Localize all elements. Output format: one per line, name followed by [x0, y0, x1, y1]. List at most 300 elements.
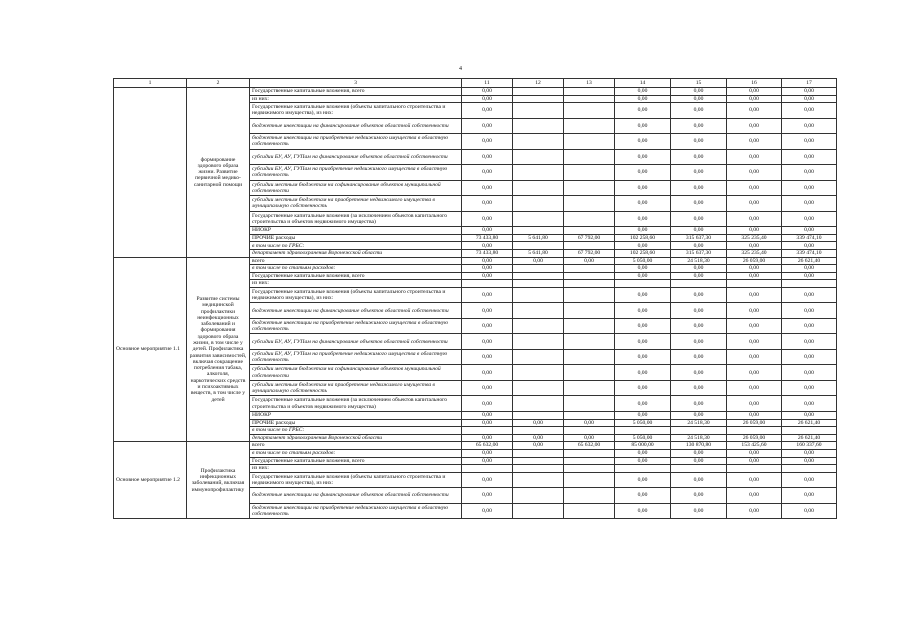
value-cell: 0,00 — [462, 457, 513, 465]
header-row — [114, 79, 837, 88]
expense-item-cell: из них: — [250, 465, 462, 473]
value-cell: 73 433,80 — [462, 249, 513, 257]
value-cell: 0,00 — [671, 165, 727, 181]
value-cell: 0,00 — [782, 165, 837, 181]
value-cell: 0,00 — [615, 449, 671, 457]
value-cell: 67 792,00 — [564, 234, 615, 242]
value-cell: 0,00 — [671, 488, 727, 504]
value-cell: 0,00 — [462, 149, 513, 165]
value-cell — [513, 334, 564, 350]
value-cell — [564, 280, 615, 288]
value-cell: 0,00 — [615, 380, 671, 396]
value-cell — [513, 118, 564, 134]
value-cell — [513, 303, 564, 319]
value-cell: 0,00 — [671, 472, 727, 488]
column-header: 12 — [513, 79, 564, 88]
value-cell: 0,00 — [782, 488, 837, 504]
column-header: 16 — [727, 79, 782, 88]
table-row — [114, 442, 837, 450]
value-cell: 0,00 — [671, 303, 727, 319]
value-cell — [513, 211, 564, 227]
value-cell: 67 792,00 — [564, 249, 615, 257]
value-cell: 5 050,00 — [615, 419, 671, 427]
value-cell: 0,00 — [564, 434, 615, 442]
value-cell: 0,00 — [782, 396, 837, 412]
value-cell — [564, 334, 615, 350]
value-cell: 0,00 — [727, 472, 782, 488]
value-cell — [564, 165, 615, 181]
value-cell: 0,00 — [727, 365, 782, 381]
value-cell — [564, 287, 615, 303]
value-cell: 0,00 — [727, 396, 782, 412]
expense-item-cell: ПРОЧИЕ расходы — [250, 419, 462, 427]
value-cell: 0,00 — [782, 149, 837, 165]
value-cell: 26 621,40 — [782, 419, 837, 427]
value-cell — [513, 457, 564, 465]
value-cell: 5 641,80 — [513, 234, 564, 242]
expense-item-cell: Государственные капитальные вложения, всего — [250, 272, 462, 280]
value-cell — [782, 280, 837, 288]
value-cell: 65 632,00 — [564, 442, 615, 450]
value-cell — [564, 242, 615, 250]
value-cell: 0,00 — [462, 103, 513, 119]
value-cell: 0,00 — [462, 211, 513, 227]
value-cell: 0,00 — [727, 165, 782, 181]
value-cell: 0,00 — [462, 227, 513, 235]
table-row — [114, 88, 837, 96]
value-cell — [671, 427, 727, 435]
value-cell — [727, 427, 782, 435]
value-cell: 0,00 — [727, 287, 782, 303]
value-cell: 0,00 — [671, 118, 727, 134]
value-cell: 0,00 — [615, 457, 671, 465]
value-cell: 0,00 — [782, 242, 837, 250]
expense-item-cell: Государственные капитальные вложения (объекты капитального строительства и недвижимого имущества), из них: — [250, 287, 462, 303]
value-cell: 0,00 — [513, 442, 564, 450]
expense-item-cell: НИОКР — [250, 227, 462, 235]
value-cell: 0,00 — [462, 257, 513, 265]
value-cell: 26 059,00 — [727, 257, 782, 265]
value-cell: 0,00 — [671, 365, 727, 381]
value-cell: 0,00 — [615, 472, 671, 488]
value-cell — [615, 280, 671, 288]
value-cell: 0,00 — [615, 149, 671, 165]
value-cell: 0,00 — [671, 318, 727, 334]
value-cell: 0,00 — [615, 118, 671, 134]
expense-item-cell: бюджетные инвестиции на финансирование объектов областной собственности — [250, 488, 462, 504]
value-cell: 73 433,80 — [462, 234, 513, 242]
value-cell — [564, 103, 615, 119]
value-cell: 0,00 — [671, 88, 727, 96]
value-cell — [564, 318, 615, 334]
value-cell: 26 059,00 — [727, 419, 782, 427]
value-cell: 102 258,60 — [615, 234, 671, 242]
value-cell — [513, 396, 564, 412]
value-cell: 0,00 — [462, 488, 513, 504]
value-cell — [564, 396, 615, 412]
value-cell: 0,00 — [727, 488, 782, 504]
value-cell — [727, 465, 782, 473]
measure-cell: Основное мероприятие 1.2 — [114, 442, 187, 519]
value-cell: 0,00 — [782, 95, 837, 103]
value-cell: 0,00 — [615, 165, 671, 181]
value-cell: 0,00 — [615, 303, 671, 319]
value-cell: 0,00 — [615, 272, 671, 280]
value-cell — [513, 488, 564, 504]
expense-item-cell: всего — [250, 257, 462, 265]
value-cell: 0,00 — [782, 118, 837, 134]
value-cell: 0,00 — [615, 411, 671, 419]
column-header: 3 — [250, 79, 462, 88]
value-cell: 0,00 — [727, 118, 782, 134]
value-cell — [564, 134, 615, 150]
value-cell: 26 059,00 — [727, 434, 782, 442]
value-cell: 0,00 — [782, 365, 837, 381]
value-cell: 0,00 — [615, 211, 671, 227]
value-cell: 0,00 — [564, 257, 615, 265]
value-cell: 0,00 — [462, 449, 513, 457]
value-cell: 0,00 — [782, 211, 837, 227]
value-cell: 5 641,80 — [513, 249, 564, 257]
expense-item-cell: бюджетные инвестиции на приобретение недвижимого имущества в областную собственность — [250, 503, 462, 519]
value-cell: 0,00 — [671, 411, 727, 419]
value-cell: 0,00 — [615, 503, 671, 519]
value-cell: 0,00 — [462, 242, 513, 250]
value-cell — [513, 103, 564, 119]
value-cell: 0,00 — [782, 503, 837, 519]
value-cell: 0,00 — [615, 103, 671, 119]
expense-item-cell: субсидии БУ, АУ, ГУПам на приобретение недвижимого имущества в областную собственность — [250, 165, 462, 181]
value-cell — [782, 427, 837, 435]
value-cell: 0,00 — [513, 434, 564, 442]
measure-name-cell: Профилактика инфекционных заболеваний, включая иммунопрофилактику — [187, 442, 250, 519]
value-cell: 0,00 — [671, 149, 727, 165]
value-cell: 0,00 — [615, 396, 671, 412]
table-row — [114, 257, 837, 265]
value-cell — [564, 411, 615, 419]
value-cell: 0,00 — [782, 449, 837, 457]
value-cell — [671, 280, 727, 288]
value-cell: 0,00 — [671, 227, 727, 235]
value-cell — [564, 488, 615, 504]
value-cell — [513, 380, 564, 396]
expense-item-cell: в том числе по ГРБС: — [250, 242, 462, 250]
expense-item-cell: в том числе по ГРБС: — [250, 427, 462, 435]
value-cell: 0,00 — [782, 180, 837, 196]
value-cell — [513, 180, 564, 196]
value-cell: 0,00 — [671, 180, 727, 196]
value-cell: 0,00 — [727, 380, 782, 396]
value-cell: 153 425,60 — [727, 442, 782, 450]
value-cell: 0,00 — [727, 134, 782, 150]
value-cell: 0,00 — [462, 334, 513, 350]
value-cell — [564, 380, 615, 396]
value-cell — [564, 265, 615, 273]
value-cell: 0,00 — [615, 95, 671, 103]
value-cell: 0,00 — [615, 349, 671, 365]
value-cell: 102 258,60 — [615, 249, 671, 257]
column-header: 15 — [671, 79, 727, 88]
value-cell: 0,00 — [782, 88, 837, 96]
value-cell: 0,00 — [782, 134, 837, 150]
value-cell: 0,00 — [671, 196, 727, 212]
column-header: 11 — [462, 79, 513, 88]
value-cell: 0,00 — [462, 303, 513, 319]
value-cell: 0,00 — [782, 287, 837, 303]
value-cell: 0,00 — [727, 457, 782, 465]
value-cell: 0,00 — [727, 149, 782, 165]
value-cell: 0,00 — [615, 287, 671, 303]
expense-item-cell: НИОКР — [250, 411, 462, 419]
value-cell — [513, 227, 564, 235]
value-cell: 24 518,30 — [671, 434, 727, 442]
value-cell: 339 474,10 — [782, 249, 837, 257]
value-cell — [513, 134, 564, 150]
value-cell — [671, 465, 727, 473]
value-cell: 0,00 — [462, 365, 513, 381]
value-cell — [513, 165, 564, 181]
value-cell: 0,00 — [671, 449, 727, 457]
value-cell: 0,00 — [462, 88, 513, 96]
value-cell: 0,00 — [615, 227, 671, 235]
measure-name-cell: формирование здорового образа жизни. Развитие первичной медико-санитарной помощи — [187, 88, 250, 258]
expense-item-cell: всего — [250, 442, 462, 450]
expense-item-cell: Государственные капитальные вложения (за исключением объектов капитального строительства и объектов недвижимого имущества) — [250, 396, 462, 412]
expense-item-cell: бюджетные инвестиции на приобретение недвижимого имущества в областную собственность — [250, 134, 462, 150]
value-cell: 0,00 — [462, 396, 513, 412]
value-cell: 0,00 — [782, 411, 837, 419]
value-cell — [462, 465, 513, 473]
value-cell — [564, 88, 615, 96]
value-cell: 0,00 — [782, 349, 837, 365]
value-cell: 0,00 — [462, 180, 513, 196]
value-cell: 0,00 — [782, 334, 837, 350]
value-cell: 0,00 — [615, 488, 671, 504]
value-cell: 0,00 — [671, 95, 727, 103]
value-cell: 0,00 — [615, 134, 671, 150]
value-cell — [564, 303, 615, 319]
value-cell: 0,00 — [671, 211, 727, 227]
value-cell — [727, 280, 782, 288]
value-cell: 0,00 — [462, 419, 513, 427]
value-cell — [513, 280, 564, 288]
value-cell — [564, 196, 615, 212]
value-cell: 0,00 — [782, 272, 837, 280]
value-cell — [513, 503, 564, 519]
expense-item-cell: субсидии БУ, АУ, ГУПам на финансирование объектов областной собственности — [250, 149, 462, 165]
value-cell — [513, 287, 564, 303]
value-cell — [782, 465, 837, 473]
expense-item-cell: субсидии местным бюджетам на приобретение недвижимого имущества в муниципальную собственность — [250, 196, 462, 212]
value-cell: 26 621,40 — [782, 257, 837, 265]
value-cell — [564, 118, 615, 134]
value-cell: 0,00 — [462, 165, 513, 181]
value-cell: 0,00 — [671, 272, 727, 280]
value-cell: 0,00 — [462, 272, 513, 280]
value-cell — [564, 149, 615, 165]
value-cell: 0,00 — [727, 227, 782, 235]
value-cell: 0,00 — [671, 134, 727, 150]
column-header: 17 — [782, 79, 837, 88]
value-cell — [513, 449, 564, 457]
value-cell: 0,00 — [727, 265, 782, 273]
value-cell: 24 518,30 — [671, 419, 727, 427]
value-cell: 0,00 — [462, 118, 513, 134]
column-header: 14 — [615, 79, 671, 88]
value-cell: 5 050,00 — [615, 257, 671, 265]
value-cell: 160 337,60 — [782, 442, 837, 450]
expense-item-cell: бюджетные инвестиции на финансирование объектов областной собственности — [250, 118, 462, 134]
value-cell: 0,00 — [615, 334, 671, 350]
value-cell — [564, 365, 615, 381]
expense-item-cell: из них: — [250, 280, 462, 288]
value-cell — [564, 180, 615, 196]
expense-item-cell: Государственные капитальные вложения, всего — [250, 88, 462, 96]
expense-item-cell: бюджетные инвестиции на финансирование объектов областной собственности — [250, 303, 462, 319]
value-cell: 0,00 — [727, 242, 782, 250]
budget-table — [113, 78, 837, 519]
expense-item-cell: ПРОЧИЕ расходы — [250, 234, 462, 242]
expense-item-cell: Государственные капитальные вложения (за исключением объектов капитального строительства и объектов недвижимого имущества) — [250, 211, 462, 227]
expense-item-cell: в том числе по статьям расходов: — [250, 265, 462, 273]
value-cell: 0,00 — [727, 503, 782, 519]
value-cell — [564, 449, 615, 457]
value-cell — [513, 365, 564, 381]
value-cell — [564, 503, 615, 519]
value-cell: 24 518,30 — [671, 257, 727, 265]
column-header: 2 — [187, 79, 250, 88]
value-cell: 0,00 — [671, 287, 727, 303]
value-cell — [513, 411, 564, 419]
value-cell: 0,00 — [727, 411, 782, 419]
value-cell — [513, 265, 564, 273]
value-cell — [513, 465, 564, 473]
value-cell: 26 621,40 — [782, 434, 837, 442]
value-cell — [513, 472, 564, 488]
value-cell: 0,00 — [671, 349, 727, 365]
expense-item-cell: из них: — [250, 95, 462, 103]
value-cell: 0,00 — [782, 380, 837, 396]
value-cell: 0,00 — [671, 396, 727, 412]
value-cell: 0,00 — [727, 103, 782, 119]
value-cell: 0,00 — [782, 196, 837, 212]
value-cell: 0,00 — [727, 95, 782, 103]
measure-cell — [114, 88, 187, 258]
value-cell: 0,00 — [671, 103, 727, 119]
expense-item-cell: бюджетные инвестиции на приобретение недвижимого имущества в областную собственность — [250, 318, 462, 334]
value-cell: 0,00 — [462, 265, 513, 273]
value-cell: 0,00 — [671, 265, 727, 273]
value-cell: 0,00 — [727, 211, 782, 227]
value-cell: 0,00 — [671, 242, 727, 250]
value-cell — [564, 227, 615, 235]
value-cell: 0,00 — [513, 419, 564, 427]
value-cell: 5 050,00 — [615, 434, 671, 442]
value-cell: 0,00 — [615, 365, 671, 381]
value-cell: 0,00 — [671, 457, 727, 465]
value-cell: 0,00 — [727, 334, 782, 350]
value-cell: 65 632,00 — [462, 442, 513, 450]
column-header: 13 — [564, 79, 615, 88]
value-cell — [615, 465, 671, 473]
measure-name-cell: Развитие системы медицинской профилактики неинфекционных заболеваний и формирования здорового образа жизни, в том числе у детей. Профилактика развития зависимостей, включая сокращение потребления табака, алкоголя, наркотических средств и психоактивных веществ, в том числе у детей — [187, 257, 250, 442]
value-cell: 0,00 — [513, 257, 564, 265]
value-cell — [462, 427, 513, 435]
value-cell: 0,00 — [462, 503, 513, 519]
value-cell: 0,00 — [462, 349, 513, 365]
value-cell: 0,00 — [727, 349, 782, 365]
value-cell: 0,00 — [727, 180, 782, 196]
value-cell: 0,00 — [462, 318, 513, 334]
value-cell: 0,00 — [727, 449, 782, 457]
value-cell: 0,00 — [462, 287, 513, 303]
expense-item-cell: субсидии местным бюджетам на софинансирование объектов муниципальной собственности — [250, 180, 462, 196]
value-cell: 0,00 — [727, 88, 782, 96]
value-cell — [513, 272, 564, 280]
value-cell: 0,00 — [615, 88, 671, 96]
value-cell: 0,00 — [727, 303, 782, 319]
expense-item-cell: субсидии местным бюджетам на приобретение недвижимого имущества в муниципальную собственность — [250, 380, 462, 396]
value-cell: 0,00 — [782, 227, 837, 235]
value-cell: 85 000,00 — [615, 442, 671, 450]
value-cell — [513, 149, 564, 165]
page-number: 4 — [459, 66, 462, 72]
value-cell — [564, 211, 615, 227]
expense-item-cell: Государственные капитальные вложения (объекты капитального строительства и недвижимого имущества), из них: — [250, 103, 462, 119]
value-cell: 0,00 — [462, 411, 513, 419]
value-cell: 315 637,30 — [671, 234, 727, 242]
value-cell — [564, 95, 615, 103]
expense-item-cell: субсидии БУ, АУ, ГУПам на приобретение недвижимого имущества в областную собственность — [250, 349, 462, 365]
value-cell: 0,00 — [462, 134, 513, 150]
value-cell: 0,00 — [462, 472, 513, 488]
value-cell — [513, 88, 564, 96]
value-cell: 0,00 — [615, 196, 671, 212]
value-cell — [513, 427, 564, 435]
value-cell: 0,00 — [782, 472, 837, 488]
value-cell: 325 235,40 — [727, 249, 782, 257]
value-cell — [513, 242, 564, 250]
expense-item-cell: департамент здравоохранения Воронежской области — [250, 434, 462, 442]
value-cell: 0,00 — [462, 434, 513, 442]
value-cell: 315 637,30 — [671, 249, 727, 257]
value-cell: 0,00 — [615, 265, 671, 273]
value-cell: 0,00 — [727, 318, 782, 334]
expense-item-cell: субсидии БУ, АУ, ГУПам на финансирование объектов областной собственности — [250, 334, 462, 350]
value-cell: 130 870,80 — [671, 442, 727, 450]
value-cell — [462, 280, 513, 288]
value-cell: 0,00 — [615, 180, 671, 196]
value-cell: 0,00 — [671, 503, 727, 519]
value-cell — [513, 349, 564, 365]
value-cell — [564, 472, 615, 488]
value-cell: 325 235,40 — [727, 234, 782, 242]
value-cell — [564, 349, 615, 365]
value-cell: 0,00 — [671, 380, 727, 396]
value-cell: 0,00 — [782, 103, 837, 119]
value-cell: 0,00 — [615, 242, 671, 250]
value-cell: 0,00 — [782, 303, 837, 319]
value-cell — [564, 272, 615, 280]
value-cell: 0,00 — [462, 95, 513, 103]
expense-item-cell: департамент здравоохранения Воронежской области — [250, 249, 462, 257]
value-cell — [513, 196, 564, 212]
value-cell — [513, 95, 564, 103]
value-cell: 0,00 — [782, 318, 837, 334]
value-cell: 0,00 — [782, 265, 837, 273]
value-cell: 0,00 — [462, 196, 513, 212]
value-cell: 0,00 — [782, 457, 837, 465]
